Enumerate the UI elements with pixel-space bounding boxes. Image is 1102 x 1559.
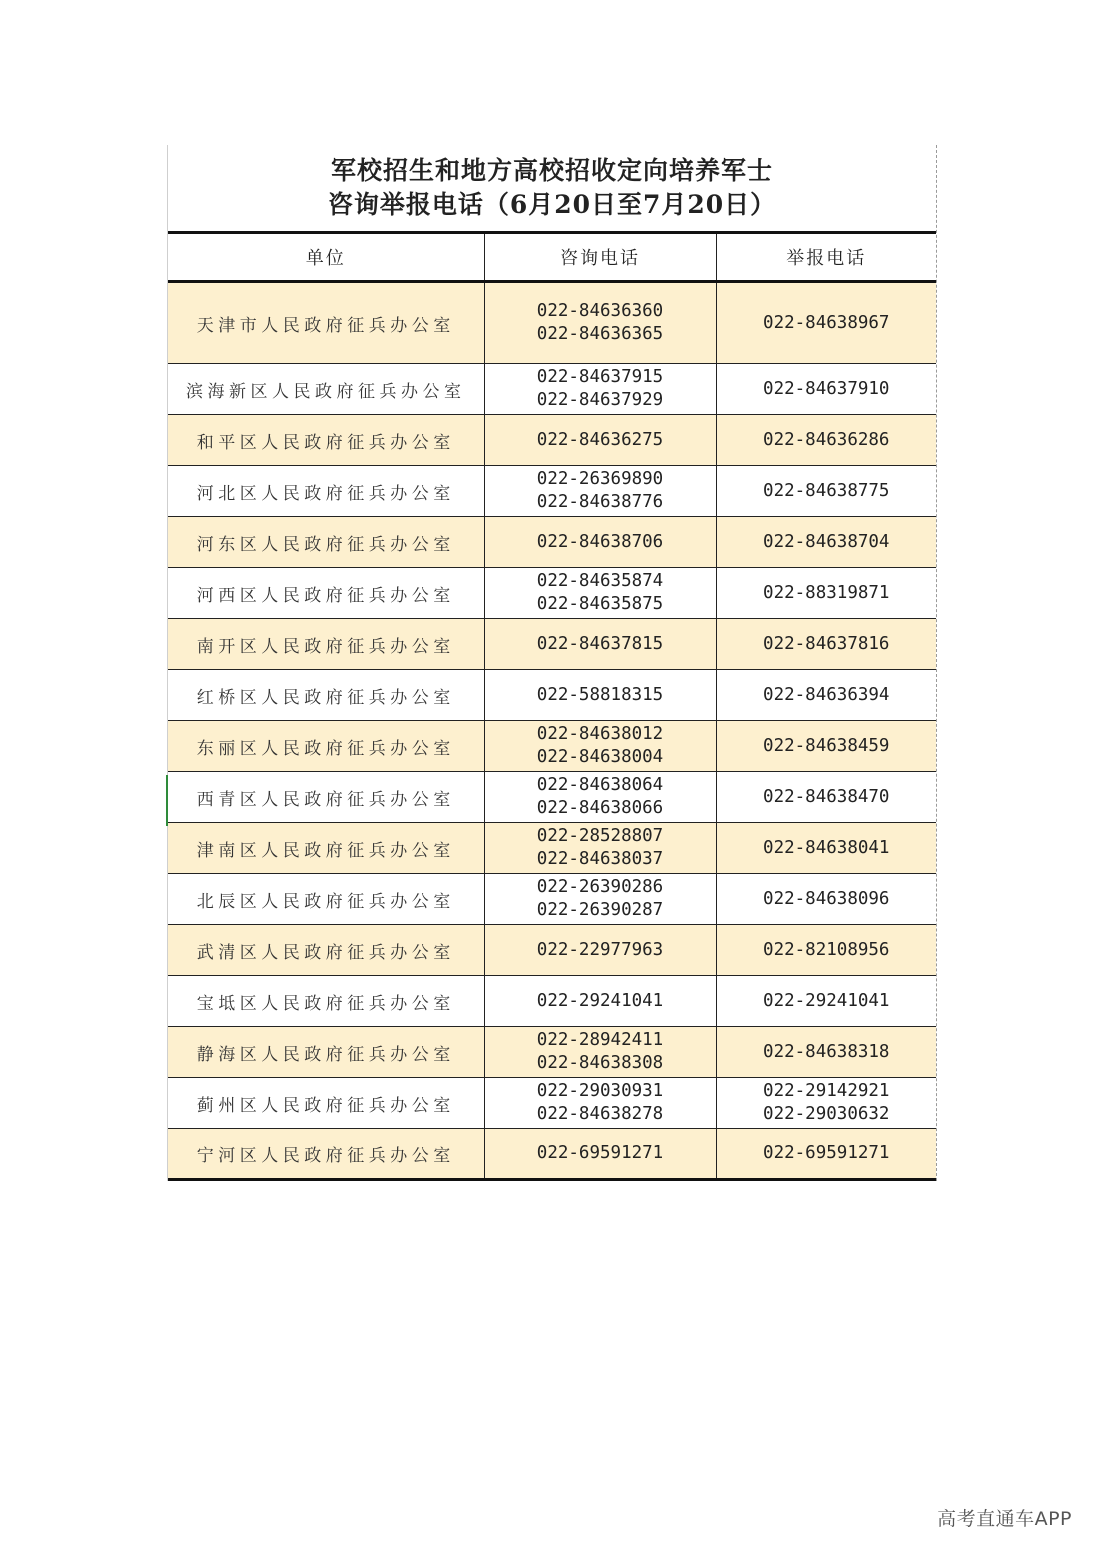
report-phone-number: 022-84638470 <box>763 786 890 807</box>
report-phone-number: 022-84638041 <box>763 837 890 858</box>
consult-phone-number: 022-84638706 <box>536 531 664 552</box>
cell-selection-marker <box>166 775 168 826</box>
consult-phone-number: 022-26390286 <box>536 877 664 897</box>
cell-report-phone <box>716 282 936 364</box>
consult-phone-number: 022-58818315 <box>536 684 664 705</box>
table-header-row <box>168 233 936 282</box>
cell-unit: 天津市人民政府征兵办公室 <box>168 282 484 364</box>
cell-consult-phone <box>484 517 716 568</box>
phone-table <box>168 231 936 1181</box>
report-phone-number: 022-82108956 <box>763 939 890 960</box>
consult-phone-number: 022-84638064 <box>536 775 664 795</box>
cell-unit: 河北区人民政府征兵办公室 <box>168 466 484 517</box>
table-body <box>168 282 936 1180</box>
cell-report-phone <box>716 721 936 772</box>
cell-unit: 宝坻区人民政府征兵办公室 <box>168 976 484 1027</box>
cell-unit: 蓟州区人民政府征兵办公室 <box>168 1078 484 1129</box>
contact-sheet <box>167 145 937 1181</box>
consult-phone-number: 022-84638066 <box>536 798 664 818</box>
report-phone-number: 022-88319871 <box>763 582 890 603</box>
cell-report-phone <box>716 1027 936 1078</box>
cell-unit: 河西区人民政府征兵办公室 <box>168 568 484 619</box>
consult-phone-number: 022-26369890 <box>536 469 664 489</box>
cell-consult-phone <box>484 823 716 874</box>
report-phone-number: 022-29030632 <box>763 1104 890 1124</box>
cell-consult-phone <box>484 619 716 670</box>
table-row <box>168 282 936 364</box>
consult-phone-number: 022-84638776 <box>536 492 664 512</box>
consult-phone-number: 022-28528807 <box>536 826 664 846</box>
table-row <box>168 568 936 619</box>
cell-report-phone <box>716 466 936 517</box>
cell-consult-phone <box>484 976 716 1027</box>
consult-phone-number: 022-84636275 <box>536 429 664 450</box>
cell-consult-phone <box>484 1027 716 1078</box>
cell-unit: 河东区人民政府征兵办公室 <box>168 517 484 568</box>
table-row <box>168 1129 936 1180</box>
cell-consult-phone <box>484 466 716 517</box>
cell-report-phone <box>716 874 936 925</box>
consult-phone-number: 022-84637929 <box>536 390 664 410</box>
cell-consult-phone <box>484 1078 716 1129</box>
cell-unit: 北辰区人民政府征兵办公室 <box>168 874 484 925</box>
cell-report-phone <box>716 568 936 619</box>
watermark-text: 高考直通车APP <box>937 1508 1072 1530</box>
report-phone-number: 022-29142921 <box>763 1081 890 1101</box>
report-phone-number: 022-84638967 <box>763 312 890 333</box>
cell-report-phone <box>716 823 936 874</box>
table-row <box>168 415 936 466</box>
cell-unit: 和平区人民政府征兵办公室 <box>168 415 484 466</box>
table-row <box>168 1078 936 1129</box>
cell-report-phone <box>716 619 936 670</box>
cell-unit: 宁河区人民政府征兵办公室 <box>168 1129 484 1180</box>
table-row <box>168 1027 936 1078</box>
consult-phone-number: 022-22977963 <box>536 939 664 960</box>
cell-consult-phone <box>484 772 716 823</box>
cell-unit: 武清区人民政府征兵办公室 <box>168 925 484 976</box>
cell-report-phone <box>716 1129 936 1180</box>
consult-phone-number: 022-29241041 <box>536 990 664 1011</box>
consult-phone-number: 022-84636365 <box>536 324 664 344</box>
cell-unit: 西青区人民政府征兵办公室 <box>168 772 484 823</box>
table-row <box>168 364 936 415</box>
report-phone-number: 022-84636286 <box>763 429 890 450</box>
consult-phone-number: 022-84638037 <box>536 849 664 869</box>
column-header-unit: 单位 <box>168 233 484 282</box>
consult-phone-number: 022-84635874 <box>536 571 664 591</box>
table-row <box>168 976 936 1027</box>
consult-phone-number: 022-84638278 <box>536 1104 664 1124</box>
cell-report-phone <box>716 772 936 823</box>
title-line-1: 军校招生和地方高校招收定向培养军士 <box>330 156 773 185</box>
cell-consult-phone <box>484 874 716 925</box>
report-phone-number: 022-29241041 <box>763 990 890 1011</box>
consult-phone-number: 022-69591271 <box>536 1143 664 1163</box>
report-phone-number: 022-84638704 <box>763 531 890 552</box>
consult-phone-number: 022-84637915 <box>536 367 664 387</box>
cell-consult-phone <box>484 568 716 619</box>
consult-phone-number: 022-29030931 <box>536 1081 664 1101</box>
consult-phone-number: 022-84638012 <box>536 724 664 744</box>
document-title <box>168 145 936 231</box>
consult-phone-number: 022-26390287 <box>536 900 664 920</box>
cell-consult-phone <box>484 1129 716 1180</box>
table-row <box>168 721 936 772</box>
report-phone-number: 022-84637816 <box>763 633 890 654</box>
title-line-2: 咨询举报电话（6月20日至7月20日） <box>327 190 777 219</box>
cell-unit: 津南区人民政府征兵办公室 <box>168 823 484 874</box>
consult-phone-number: 022-84636360 <box>536 301 664 321</box>
cell-report-phone <box>716 364 936 415</box>
report-phone-number: 022-84638459 <box>763 735 890 756</box>
consult-phone-number: 022-84638308 <box>536 1053 664 1073</box>
consult-phone-number: 022-84638004 <box>536 747 664 767</box>
cell-unit: 南开区人民政府征兵办公室 <box>168 619 484 670</box>
table-row <box>168 466 936 517</box>
report-phone-number: 022-84636394 <box>763 684 890 705</box>
cell-consult-phone <box>484 415 716 466</box>
table-row <box>168 670 936 721</box>
cell-consult-phone <box>484 282 716 364</box>
cell-unit: 滨海新区人民政府征兵办公室 <box>168 364 484 415</box>
report-phone-number: 022-69591271 <box>763 1143 890 1163</box>
cell-unit: 东丽区人民政府征兵办公室 <box>168 721 484 772</box>
table-row <box>168 823 936 874</box>
cell-consult-phone <box>484 364 716 415</box>
cell-report-phone <box>716 415 936 466</box>
table-row <box>168 619 936 670</box>
table-row <box>168 874 936 925</box>
table-row <box>168 925 936 976</box>
cell-consult-phone <box>484 925 716 976</box>
report-phone-number: 022-84638775 <box>763 480 890 501</box>
cell-report-phone <box>716 670 936 721</box>
consult-phone-number: 022-84635875 <box>536 594 664 614</box>
column-header-report: 举报电话 <box>716 233 936 282</box>
table-row <box>168 517 936 568</box>
report-phone-number: 022-84637910 <box>763 378 890 399</box>
consult-phone-number: 022-84637815 <box>536 633 664 654</box>
column-header-consult: 咨询电话 <box>484 233 716 282</box>
cell-consult-phone <box>484 721 716 772</box>
cell-unit: 红桥区人民政府征兵办公室 <box>168 670 484 721</box>
cell-report-phone <box>716 517 936 568</box>
cell-report-phone <box>716 1078 936 1129</box>
cell-unit: 静海区人民政府征兵办公室 <box>168 1027 484 1078</box>
cell-report-phone <box>716 925 936 976</box>
table-row <box>168 772 936 823</box>
cell-report-phone <box>716 976 936 1027</box>
cell-consult-phone <box>484 670 716 721</box>
report-phone-number: 022-84638096 <box>763 888 890 909</box>
consult-phone-number: 022-28942411 <box>536 1030 664 1050</box>
report-phone-number: 022-84638318 <box>763 1041 890 1062</box>
